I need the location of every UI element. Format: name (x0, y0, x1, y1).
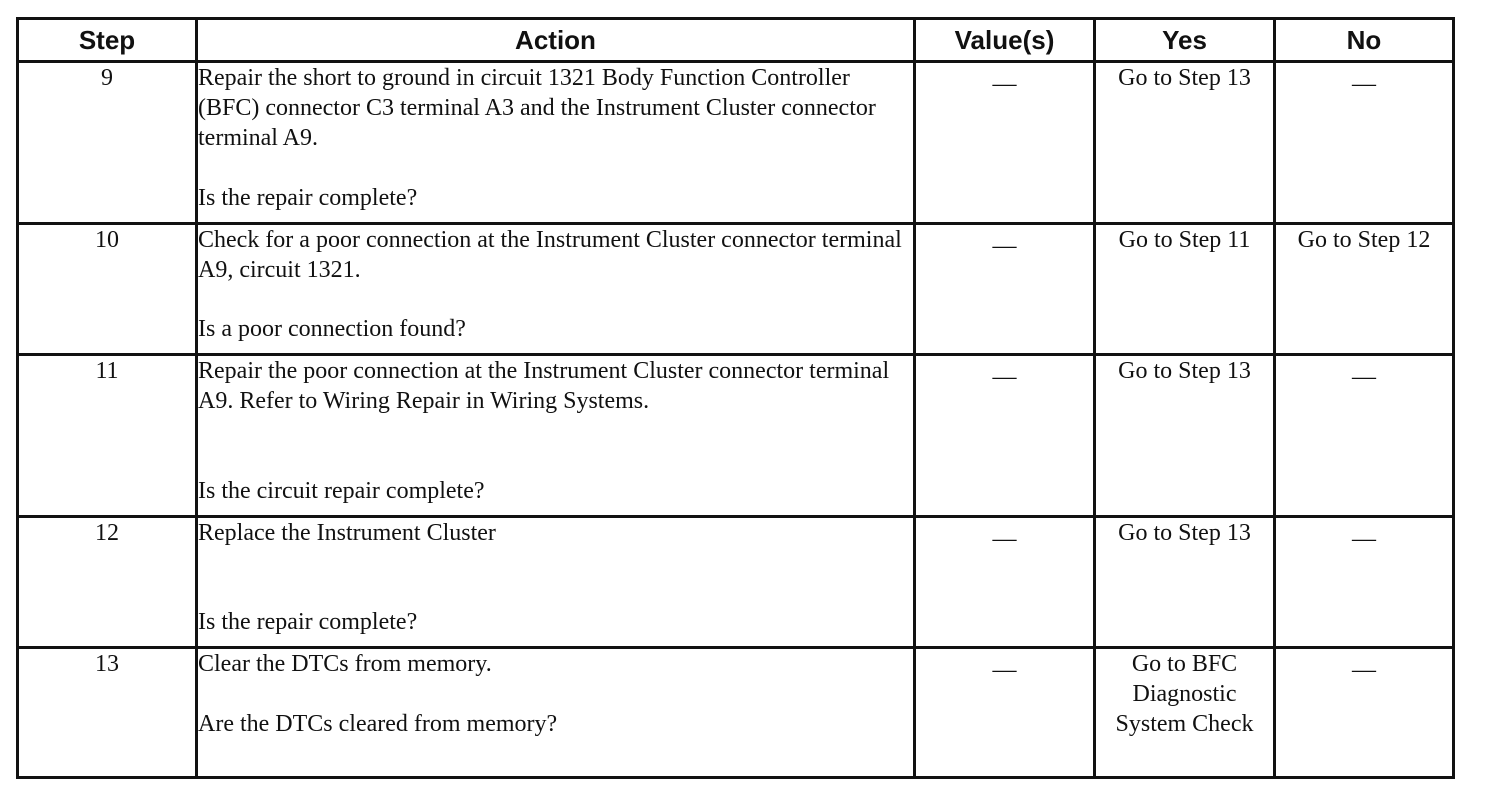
no-cell: Go to Step 12 (1275, 224, 1454, 355)
action-question: Is the circuit repair complete? (198, 478, 485, 504)
value-cell (915, 224, 1095, 355)
value-dash: — (992, 526, 1017, 552)
step-number: 11 (18, 355, 197, 517)
header-step: Step (18, 19, 197, 62)
value-dash: — (992, 364, 1017, 390)
action-cell (197, 62, 915, 224)
no-cell (1275, 517, 1454, 648)
step-number: 9 (18, 62, 197, 224)
action-question: Is the repair complete? (198, 609, 418, 635)
no-cell (1275, 355, 1454, 517)
yes-cell: Go to BFC Diagnostic System Check (1095, 648, 1275, 778)
value-dash: — (992, 71, 1017, 97)
value-cell (915, 517, 1095, 648)
header-action: Action (197, 19, 915, 62)
action-text: Replace the Instrument Cluster (198, 520, 496, 546)
table-row (18, 517, 1454, 648)
action-text: Repair the poor connection at the Instrument Cluster connector terminal A9. Refer to Wiring Repair in Wiring Systems. (198, 358, 890, 414)
yes-cell: Go to Step 11 (1095, 224, 1275, 355)
step-number: 13 (18, 648, 197, 778)
action-cell (197, 648, 915, 778)
action-cell (197, 517, 915, 648)
value-dash: — (992, 233, 1017, 259)
table-row (18, 648, 1454, 778)
action-text: Clear the DTCs from memory. (198, 651, 492, 677)
header-no: No (1275, 19, 1454, 62)
action-question: Are the DTCs cleared from memory? (198, 711, 558, 737)
no-cell (1275, 648, 1454, 778)
step-number: 12 (18, 517, 197, 648)
action-text: Check for a poor connection at the Instrument Cluster connector terminal A9, circuit 1321. (198, 227, 902, 283)
yes-cell: Go to Step 13 (1095, 62, 1275, 224)
value-cell (915, 355, 1095, 517)
action-question: Is a poor connection found? (198, 316, 466, 342)
no-dash: — (1352, 364, 1376, 390)
step-number: 10 (18, 224, 197, 355)
table-row (18, 224, 1454, 355)
header-row (18, 19, 1454, 62)
yes-cell: Go to Step 13 (1095, 517, 1275, 648)
no-dash: — (1352, 526, 1376, 552)
action-cell (197, 355, 915, 517)
no-cell (1275, 62, 1454, 224)
action-text: Repair the short to ground in circuit 1321 Body Function Controller (BFC) connector C3 terminal A3 and the Instrument Cluster connector terminal A9. (198, 65, 876, 151)
action-cell (197, 224, 915, 355)
value-dash: — (992, 657, 1017, 683)
header-values: Value(s) (915, 19, 1095, 62)
value-cell (915, 62, 1095, 224)
diagnostic-table (16, 17, 1455, 779)
no-dash: — (1352, 657, 1376, 683)
header-yes: Yes (1095, 19, 1275, 62)
no-dash: — (1352, 71, 1376, 97)
table-row (18, 355, 1454, 517)
action-question: Is the repair complete? (198, 185, 418, 211)
table-row (18, 62, 1454, 224)
yes-cell: Go to Step 13 (1095, 355, 1275, 517)
value-cell (915, 648, 1095, 778)
